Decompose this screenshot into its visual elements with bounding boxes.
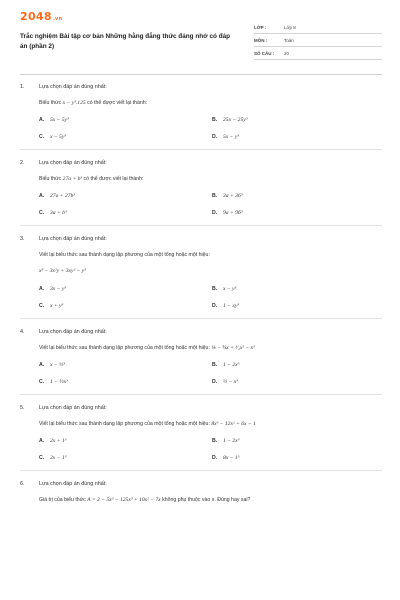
answer-option[interactable]: [212, 192, 382, 200]
answer-option[interactable]: [39, 378, 212, 386]
answer-option[interactable]: [39, 192, 212, 200]
answer-options: [39, 437, 382, 462]
option-text: 9a + 96³: [223, 210, 243, 216]
question-header: [20, 82, 382, 92]
meta-value: Toán: [284, 38, 294, 43]
question-number: 3.: [20, 236, 25, 242]
question-item: [20, 479, 382, 505]
question-expression: x³ − 3x²y + 3xy² − y³: [39, 268, 86, 274]
question-item: [20, 327, 382, 395]
option-letter: B.: [212, 117, 218, 123]
question-number: 5.: [20, 405, 25, 411]
option-text: x − 5y³: [50, 134, 67, 140]
question-divider: [20, 394, 382, 395]
option-text: 1 − 2x³: [223, 362, 240, 368]
answer-option[interactable]: [212, 285, 382, 293]
meta-label: MÔN :: [254, 38, 268, 43]
option-text: 8x − 1³: [223, 455, 240, 461]
option-text: x − ½³: [50, 362, 65, 368]
option-letter: A.: [39, 438, 45, 444]
question-divider: [20, 225, 382, 226]
meta-label: LỚP :: [254, 25, 267, 30]
stem-math: ⅛ − ¾x + ³⁄₂x² − x³: [211, 345, 255, 351]
option-text: 25x − 25y³: [223, 117, 248, 123]
stem-text: Biểu thức: [39, 176, 63, 182]
question-number: 1.: [20, 84, 25, 90]
stem-text: có thể được viết lại thành:: [85, 100, 148, 106]
question-header: [20, 479, 382, 489]
question-stem: [39, 175, 382, 184]
stem-text: Viết lại biểu thức sau thành dạng lập phương của một tổng hoặc một hiệu:: [39, 421, 212, 427]
answer-option[interactable]: [39, 361, 212, 369]
stem-text: Viết lại biểu thức sau thành dạng lập phương của một tổng hoặc một hiệu:: [39, 252, 210, 258]
option-text: 1 − ½x³: [50, 379, 68, 385]
site-logo[interactable]: 2048.vn: [20, 10, 63, 23]
option-text: 3a + 36³: [223, 193, 243, 199]
question-prompt: Lựa chọn đáp án đúng nhất:: [39, 236, 107, 242]
option-text: x + y³: [50, 303, 64, 309]
option-text: 2x − 1³: [50, 455, 67, 461]
question-header: [20, 327, 382, 337]
stem-text: không phụ thuộc vào x. Đúng hay sai?: [160, 497, 251, 503]
question-number: 6.: [20, 481, 25, 487]
answer-option[interactable]: [212, 361, 382, 369]
document-meta: [254, 22, 382, 61]
answer-options: [39, 285, 382, 310]
option-text: 3a + b³: [50, 210, 67, 216]
question-stem: [39, 496, 382, 505]
option-letter: A.: [39, 362, 45, 368]
stem-math: 8x³ − 12x² + 6x − 1: [211, 421, 256, 427]
answer-option[interactable]: [212, 209, 382, 217]
question-prompt: Lựa chọn đáp án đúng nhất:: [39, 84, 107, 90]
answer-option[interactable]: [39, 209, 212, 217]
option-text: 2x + 1³: [50, 438, 67, 444]
answer-option[interactable]: [212, 116, 382, 124]
stem-math: x − y³.125: [62, 100, 86, 106]
option-letter: C.: [39, 303, 45, 309]
answer-options: [39, 361, 382, 386]
answer-option[interactable]: [212, 437, 382, 445]
question-prompt: Lựa chọn đáp án đúng nhất:: [39, 329, 107, 335]
option-letter: B.: [212, 286, 218, 292]
answer-option[interactable]: [212, 454, 382, 462]
option-letter: C.: [39, 379, 45, 385]
option-letter: D.: [212, 303, 218, 309]
question-header: [20, 403, 382, 413]
answer-option[interactable]: [39, 133, 212, 141]
option-text: 1 − 2x³: [223, 438, 240, 444]
option-letter: D.: [212, 379, 218, 385]
answer-option[interactable]: [39, 454, 212, 462]
question-divider: [20, 149, 382, 150]
stem-text: Giá trị của biểu thức: [39, 497, 88, 503]
option-letter: C.: [39, 455, 45, 461]
meta-row-class: [254, 22, 382, 34]
question-prompt: Lựa chọn đáp án đúng nhất:: [39, 481, 107, 487]
stem-text: có thể được viết lại thành:: [82, 176, 144, 182]
meta-value: Lớp 8: [284, 25, 296, 30]
option-text: 5x − y³: [223, 134, 240, 140]
option-letter: B.: [212, 362, 218, 368]
option-letter: C.: [39, 134, 45, 140]
meta-label: SỐ CÂU :: [254, 51, 275, 56]
option-text: 27a + 27b³: [50, 193, 76, 199]
question-stem: [39, 251, 382, 260]
header-divider: [20, 74, 382, 75]
meta-row-subject: [254, 35, 382, 47]
question-list: [20, 82, 382, 513]
document-title: Trắc nghiệm Bài tập cơ bản Những hằng đẳng thức đáng nhớ có đáp án (phần 2): [20, 33, 231, 50]
answer-option[interactable]: [212, 302, 382, 310]
answer-option[interactable]: [212, 133, 382, 141]
question-prompt: Lựa chọn đáp án đúng nhất:: [39, 405, 107, 411]
question-header: [20, 234, 382, 244]
option-letter: D.: [212, 134, 218, 140]
option-letter: D.: [212, 455, 218, 461]
stem-math: A = 2 − 5x³ − 125x³ + 10x² − 7x: [87, 497, 161, 503]
answer-option[interactable]: [39, 285, 212, 293]
meta-value: 20: [284, 51, 290, 56]
option-letter: A.: [39, 286, 45, 292]
question-number: 4.: [20, 329, 25, 335]
option-letter: A.: [39, 193, 45, 199]
question-header: [20, 158, 382, 168]
option-text: 5x − 5y³: [50, 117, 69, 123]
stem-math: 27a + b³: [62, 176, 83, 182]
option-text: x − y³: [223, 286, 237, 292]
answer-option[interactable]: [39, 116, 212, 124]
stem-text: Viết lại biểu thức sau thành dạng lập phương của một tổng hoặc một hiệu:: [39, 345, 212, 351]
meta-row-question-count: [254, 48, 382, 60]
question-item: [20, 158, 382, 226]
question-divider: [20, 470, 382, 471]
document-header: [20, 10, 382, 68]
answer-options: [39, 116, 382, 141]
option-letter: C.: [39, 210, 45, 216]
question-prompt: Lựa chọn đáp án đúng nhất:: [39, 160, 107, 166]
answer-option[interactable]: [39, 437, 212, 445]
answer-option[interactable]: [39, 302, 212, 310]
option-letter: B.: [212, 193, 218, 199]
question-stem: [39, 344, 382, 353]
stem-text: Biểu thức: [39, 100, 63, 106]
option-text: 3x − y³: [50, 286, 67, 292]
question-item: [20, 234, 382, 319]
option-text: 1 − xy³: [223, 303, 240, 309]
option-letter: D.: [212, 210, 218, 216]
question-stem: [39, 99, 382, 108]
question-stem: [39, 420, 382, 429]
question-item: [20, 403, 382, 471]
option-text: ½ − x³: [223, 379, 238, 385]
question-number: 2.: [20, 160, 25, 166]
option-letter: B.: [212, 438, 218, 444]
question-item: [20, 82, 382, 150]
answer-option[interactable]: [212, 378, 382, 386]
option-letter: A.: [39, 117, 45, 123]
question-divider: [20, 318, 382, 319]
answer-options: [39, 192, 382, 217]
